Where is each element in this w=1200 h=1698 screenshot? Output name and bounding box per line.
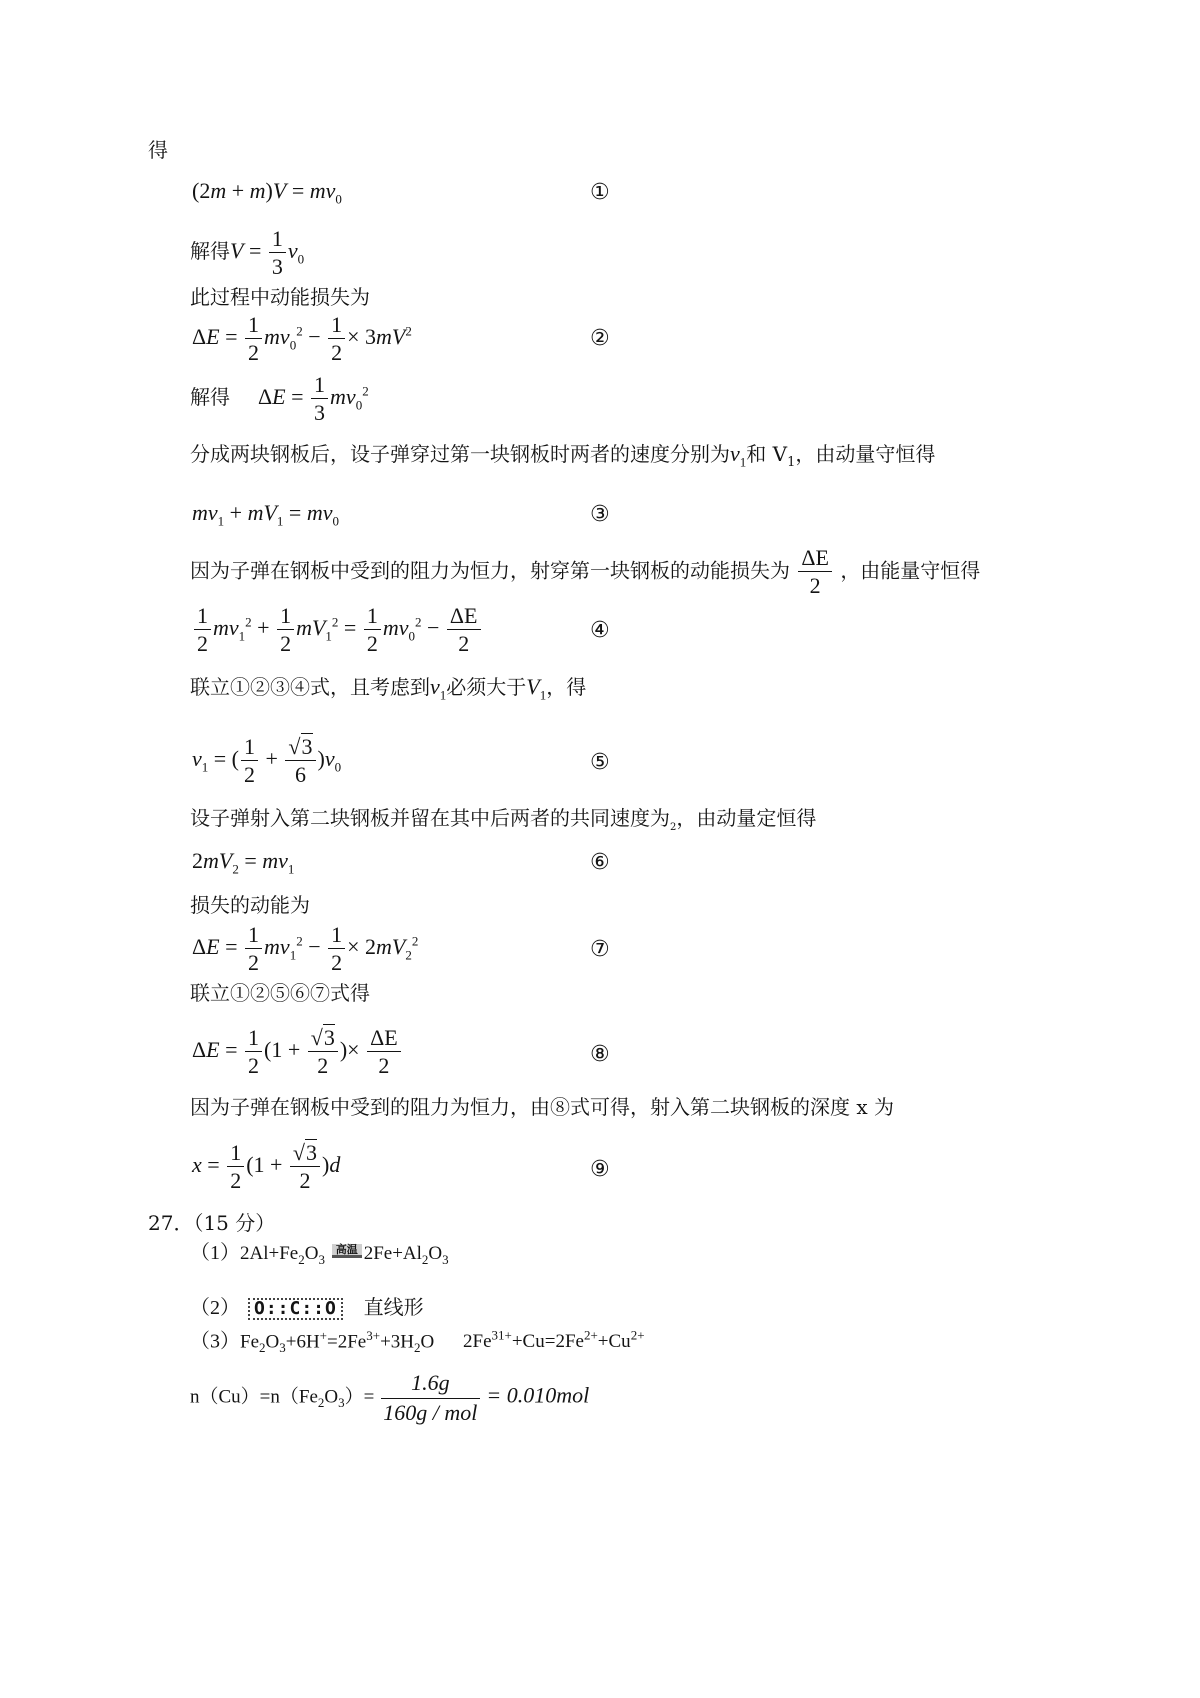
text-she-2: 设子弹射入第二块钢板并留在其中后两者的共同速度为$_2$，由动量定恒得 <box>190 806 817 833</box>
marker-9: ⑨ <box>590 1157 610 1182</box>
marker-5: ⑤ <box>590 750 610 775</box>
fraction: $\frac{1}{3}$ <box>269 228 286 278</box>
text-sunshi: 损失的动能为 <box>190 893 310 917</box>
marker-2: ② <box>590 326 610 351</box>
equation-3: $mv_1 + mV_1 = mv_0$ <box>192 500 339 529</box>
equation-2: ΔE = $\frac{1}{2}$ $mv_0^2$ − $\frac{1}{2}$ × $3mV^2$ <box>192 312 412 365</box>
answer-1: $(1)2Al+Fe_2O_3$ 高温 $2Fe+Al_2O_3$ <box>190 1242 449 1267</box>
fraction-de-2: $\frac{\Delta E}{2}$ <box>798 547 832 597</box>
marker-8: ⑧ <box>590 1042 610 1067</box>
marker-6: ⑥ <box>590 850 610 875</box>
solve-v-label: 解得 <box>190 241 230 264</box>
marker-4: ④ <box>590 618 610 643</box>
text-yinwei-1: 因为子弹在钢板中受到的阻力为恒力，射穿第一块钢板的动能损失为 $\frac{\Delta E}{2}$ ，由能量守恒得 <box>190 545 981 598</box>
solve-de: 解得 ΔE = $\frac{1}{3}$ $mv_0^2$ <box>190 372 369 425</box>
text-yinwei-2: 因为子弹在钢板中受到的阻力为恒力，由⑧式可得，射入第二块钢板的深度 x 为 <box>190 1095 894 1119</box>
solve-de-label: 解得 <box>190 387 230 410</box>
marker-7: ⑦ <box>590 937 610 962</box>
text-guocheng: 此过程中动能损失为 <box>190 285 370 309</box>
equation-8: ΔE = $\frac{1}{2}$ (1 + $\frac{√3}{2}$ )× $\frac{\Delta E}{2}$ <box>192 1027 403 1077</box>
answer-3-moles: $n(Cu)=n(Fe_2O_3)=$ $\frac{1.6g}{\text{160g / mol}}$ = 0.010mol <box>190 1370 590 1425</box>
question-27-header: 27．（15 分） <box>148 1211 276 1235</box>
equation-7: ΔE = $\frac{1}{2}$ $mv_1^2$ − $\frac{1}{2}$ × $2mV_2^2$ <box>192 922 419 975</box>
equation-9: x = $\frac{1}{2}$ (1 + $\frac{√3}{2}$ )d <box>192 1140 341 1193</box>
high-temperature-condition: 高温 <box>332 1244 362 1258</box>
equation-5: $v_1$ = ( $\frac{1}{2}$ + $\frac{√3}{6}$ )$v_0$ <box>192 734 342 787</box>
co2-electron-structure: O::C::O <box>248 1298 343 1320</box>
text-lianli-1: 联立①②③④式，且考虑到$v_1$必须大于$V_1$，得 <box>190 674 587 703</box>
answer-3: $(3)Fe_2O_3+6H^+=2Fe^{3+}+3H_2O$ $2Fe^{31+}+Cu=2Fe^{2+}+Cu^{2+}$ <box>190 1328 645 1356</box>
moles-fraction: $\frac{1.6g}{\text{160g / mol}}$ <box>381 1372 480 1424</box>
marker-1: ① <box>590 180 610 205</box>
text-de: 得 <box>148 138 168 162</box>
equation-1: $(2m + m)V = mv_0$ <box>192 178 342 207</box>
equation-4: $\frac{1}{2}$ $mv_1^2$ + $\frac{1}{2}$ $mV_1^2$ = $\frac{1}{2}$ $mv_0^2$ − $\frac{\Delta E}{2}$ <box>192 605 483 655</box>
text-lianli-2: 联立①②⑤⑥⑦式得 <box>190 981 370 1005</box>
marker-3: ③ <box>590 502 610 527</box>
text-fencheng: 分成两块钢板后，设子弹穿过第一块钢板时两者的速度分别为$v_1$和 $V_1$，由动量守恒得 <box>190 441 936 470</box>
answer-2: （2） O::C::O 直线形 <box>190 1297 424 1319</box>
equation-6: $2mV_2 = mv_1$ <box>192 848 295 877</box>
solve-v: 解得V = $\frac{1}{3}$ $v_0$ <box>190 226 305 279</box>
